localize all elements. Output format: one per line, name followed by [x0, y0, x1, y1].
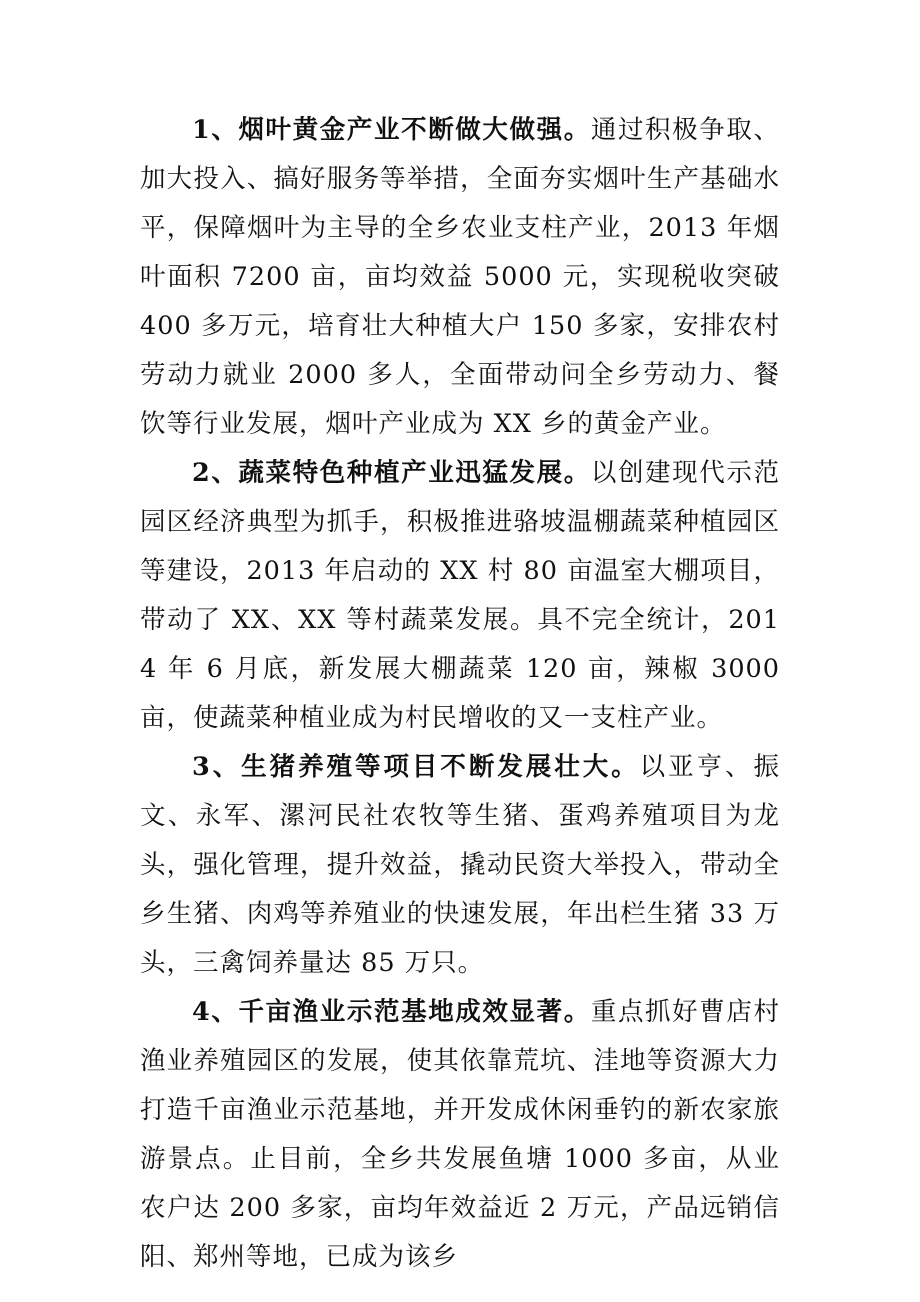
paragraph-4-text: 重点抓好曹店村渔业养殖园区的发展，使其依靠荒坑、洼地等资源大力打造千亩渔业示范基地，并开发成休闲垂钓的新农家旅游景点。止目前，全乡共发展鱼塘 1000 多亩，从业农户达 200 多家，亩均年效益近 2 万元，产品远销信阳、郑州等地，已成为该乡	[140, 997, 780, 1272]
paragraph-2	[140, 449, 780, 743]
document-body	[140, 106, 780, 1282]
paragraph-1-heading: 1、烟叶黄金产业不断做大做强。	[192, 115, 591, 145]
paragraph-3-text: 以亚亨、振文、永军、漯河民社农牧等生猪、蛋鸡养殖项目为龙头，强化管理，提升效益，撬动民资大举投入，带动全乡生猪、肉鸡等养殖业的快速发展，年出栏生猪 33 万头，三禽饲养量达 85 万只。	[140, 752, 780, 978]
paragraph-2-text: 以创建现代示范园区经济典型为抓手，积极推进骆坡温棚蔬菜种植园区等建设，2013 年启动的 XX 村 80 亩温室大棚项目，带动了 XX、XX 等村蔬菜发展。具不完全统计，2014 年 6 月底，新发展大棚蔬菜 120 亩，辣椒 3000 亩，使蔬菜种植业成为村民增收的又一支柱产业。	[140, 458, 780, 733]
paragraph-1	[140, 106, 780, 449]
paragraph-3-heading: 3、生猪养殖等项目不断发展壮大。	[192, 752, 640, 782]
paragraph-3	[140, 743, 780, 988]
paragraph-1-text: 通过积极争取、加大投入、搞好服务等举措，全面夯实烟叶生产基础水平，保障烟叶为主导的全乡农业支柱产业，2013 年烟叶面积 7200 亩，亩均效益 5000 元，实现税收突破 400 多万元，培育壮大种植大户 150 多家，安排农村劳动力就业 2000 多人，全面带动问全乡劳动力、餐饮等行业发展，烟叶产业成为 XX 乡的黄金产业。	[140, 115, 780, 439]
paragraph-4	[140, 988, 780, 1282]
paragraph-4-heading: 4、千亩渔业示范基地成效显著。	[192, 997, 591, 1027]
paragraph-2-heading: 2、蔬菜特色种植产业迅猛发展。	[192, 458, 591, 488]
